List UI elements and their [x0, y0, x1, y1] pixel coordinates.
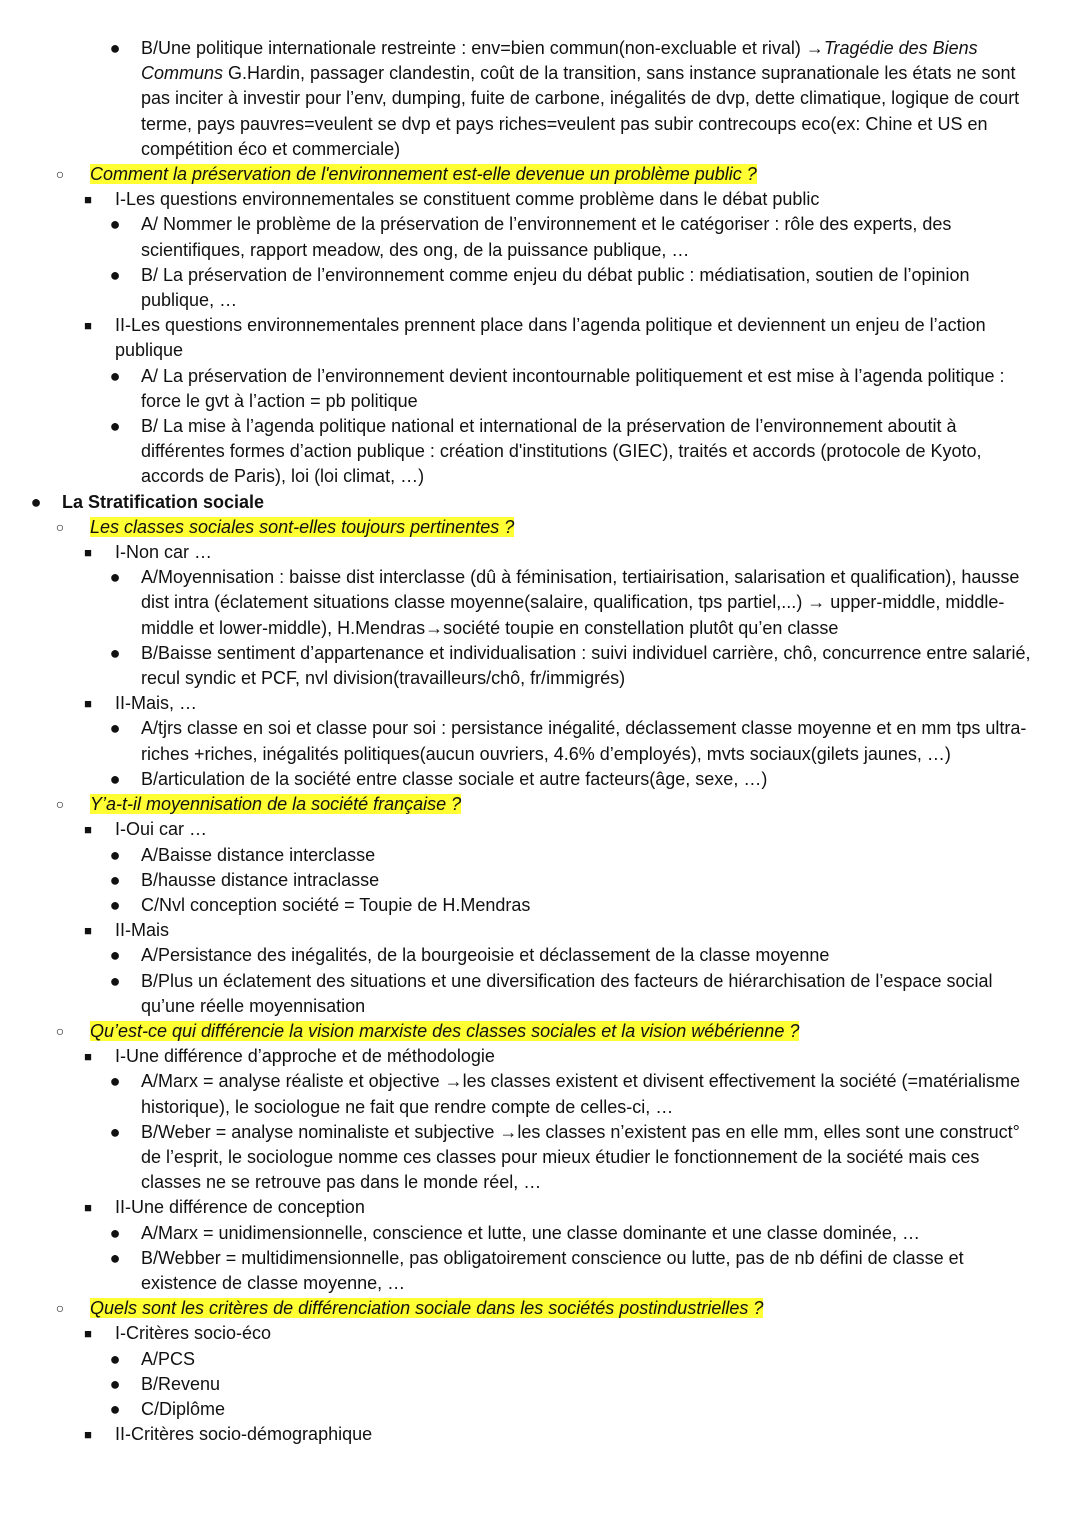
- text-run: B/Webber = multidimensionnelle, pas obligatoirement conscience ou lutte, pas de nb défini de classe et existence de classe moyenne, …: [141, 1247, 964, 1293]
- text-run: A/Marx = analyse réaliste et objective →les classes existent et divisent effectivement la société (=matérialisme historique), le sociologue ne fait que rendre compte de celles-ci, …: [141, 1071, 1021, 1117]
- subpart-item: [0, 1221, 1080, 1246]
- line-text: [90, 1296, 1040, 1321]
- subpart-item: [0, 1347, 1080, 1372]
- line-text: [141, 716, 1040, 766]
- highlighted-question: Les classes sociales sont-elles toujours pertinentes ?: [90, 516, 515, 537]
- text-run: A/Baisse distance interclasse: [141, 844, 376, 865]
- circle-bullet-icon: ○: [55, 166, 65, 183]
- line-text: [141, 1069, 1040, 1119]
- dot-bullet-icon: ●: [109, 718, 121, 739]
- dot-bullet-icon: ●: [109, 768, 121, 789]
- text-run: A/Persistance des inégalités, de la bourgeoisie et déclassement de la classe moyenne: [141, 945, 830, 966]
- dot-bullet-icon: ●: [109, 1373, 121, 1394]
- text-run: A/ Nommer le problème de la préservation de l’environnement et le catégoriser : rôle des experts, des scientifiques, rapport meadow, des ong, de la puissance publique, …: [141, 214, 952, 260]
- subpart-item: [0, 364, 1080, 414]
- subpart-item: [0, 943, 1080, 968]
- question-item: [0, 1296, 1080, 1321]
- line-text: [115, 540, 1040, 565]
- subpart-item: [0, 641, 1080, 691]
- subpart-item: [0, 716, 1080, 766]
- dot-bullet-icon: ●: [109, 1071, 121, 1092]
- part-item: [0, 817, 1080, 842]
- text-run: A/tjrs classe en soi et classe pour soi : persistance inégalité, déclassement classe moyenne et en mm tps ultra-riches +riches, inégalités politiques(aucun ouvriers, 4.6% d’employés), mvts sociaux(gilets jaunes, …): [141, 718, 1027, 764]
- highlighted-question: Qu’est-ce qui différencie la vision marxiste des classes sociales et la vision wébérienne ?: [90, 1020, 800, 1041]
- highlighted-question: Y’a-t-il moyennisation de la société française ?: [90, 794, 462, 815]
- line-text: [141, 36, 1040, 162]
- subpart-item: [0, 1397, 1080, 1422]
- part-item: [0, 1321, 1080, 1346]
- line-text: [141, 641, 1040, 691]
- subpart-item: [0, 565, 1080, 641]
- section-heading: [0, 490, 1080, 515]
- circle-bullet-icon: ○: [55, 796, 65, 813]
- subpart-item: [0, 843, 1080, 868]
- subpart-item: [0, 893, 1080, 918]
- line-text: [141, 212, 1040, 262]
- line-text: [141, 767, 1040, 792]
- highlighted-question: Comment la préservation de l'environnement est-elle devenue un problème public ?: [90, 164, 757, 185]
- text-run: B/ La mise à l’agenda politique national et international de la préservation de l’environnement aboutit à différentes formes d’action publique : création d'institutions (GIEC), traités et accords (protocole de Kyoto, accords de Paris), loi (loi climat, …): [141, 416, 982, 487]
- dot-bullet-icon: ●: [109, 945, 121, 966]
- line-text: [115, 187, 1040, 212]
- text-run: B/ La préservation de l’environnement comme enjeu du débat public : médiatisation, soutien de l’opinion publique, …: [141, 264, 970, 311]
- text-run: I-Les questions environnementales se constituent comme problème dans le débat public: [115, 189, 820, 210]
- subpart-item: [0, 1069, 1080, 1119]
- part-item: [0, 1195, 1080, 1220]
- dot-bullet-icon: ●: [109, 642, 121, 663]
- dot-bullet-icon: ●: [109, 214, 121, 235]
- text-run: I-Critères socio-éco: [115, 1323, 272, 1344]
- question-item: [0, 792, 1080, 817]
- square-bullet-icon: ■: [84, 1427, 92, 1443]
- text-run: I-Oui car …: [115, 819, 208, 840]
- circle-bullet-icon: ○: [55, 1300, 65, 1317]
- text-run: B/Une politique internationale restreinte : env=bien commun(non-excluable et rival) →: [141, 38, 824, 58]
- line-text: [115, 817, 1040, 842]
- line-text: [141, 364, 1040, 414]
- square-bullet-icon: ■: [84, 545, 92, 561]
- part-item: [0, 1044, 1080, 1069]
- line-text: [141, 1221, 1040, 1246]
- line-text: [90, 1019, 1040, 1044]
- dot-bullet-icon: ●: [109, 970, 121, 991]
- line-text: [62, 490, 1040, 515]
- line-text: [141, 1246, 1040, 1296]
- line-text: [115, 918, 1040, 943]
- text-run: I-Non car …: [115, 542, 213, 563]
- line-text: [115, 1195, 1040, 1220]
- part-item: [0, 691, 1080, 716]
- text-run: B/Plus un éclatement des situations et une diversification des facteurs de hiérarchisation de l’espace social qu’une réelle moyennisation: [141, 970, 993, 1016]
- text-run: C/Nvl conception société = Toupie de H.Mendras: [141, 894, 531, 915]
- part-item: [0, 187, 1080, 212]
- part-item: [0, 540, 1080, 565]
- dot-bullet-icon: ●: [109, 38, 121, 58]
- line-text: [141, 565, 1040, 641]
- line-text: [141, 414, 1040, 490]
- subpart-item: [0, 212, 1080, 262]
- line-text: [141, 893, 1040, 918]
- line-text: [141, 263, 1040, 313]
- line-text: [141, 1347, 1040, 1372]
- dot-bullet-icon: ●: [109, 869, 121, 890]
- subpart-item: [0, 263, 1080, 313]
- dot-bullet-icon: ●: [109, 844, 121, 865]
- section-title: La Stratification sociale: [62, 491, 265, 512]
- square-bullet-icon: ■: [84, 1326, 92, 1342]
- text-run: I-Une différence d’approche et de méthodologie: [115, 1046, 495, 1067]
- text-run: II-Les questions environnementales prennent place dans l’agenda politique et deviennent un enjeu de l’action publique: [115, 315, 986, 361]
- text-run: G.Hardin, passager clandestin, coût de la transition, sans instance supranationale les états ne sont pas inciter à investir pour l’env, dumping, fuite de carbone, inégalités de dvp, dette climatique, logique de court terme, pays pauvres=veulent se dvp et pays riches=veulent pas subir contrecoups eco(ex: Chine et US en compétition éco et commerciale): [141, 63, 1020, 159]
- square-bullet-icon: ■: [84, 1200, 92, 1216]
- line-text: [90, 515, 1040, 540]
- text-run: A/Moyennisation : baisse dist interclasse (dû à féminisation, tertiairisation, salarisation et qualification), hausse dist intra (éclatement situations classe moyenne(salaire, qualification, tps partiel,...) → upper-middle, middle-middle et lower-middle), H.Mendras→société toupie en constellation plutôt qu’en classe: [141, 567, 1020, 638]
- square-bullet-icon: ■: [84, 923, 92, 939]
- text-run: B/hausse distance intraclasse: [141, 869, 380, 890]
- square-bullet-icon: ■: [84, 822, 92, 838]
- part-item: [0, 1422, 1080, 1447]
- subpart-item: [0, 767, 1080, 792]
- dot-bullet-icon: ●: [109, 1348, 121, 1369]
- question-item: [0, 515, 1080, 540]
- line-text: [115, 1321, 1040, 1346]
- text-run: B/Revenu: [141, 1373, 221, 1394]
- question-item: [0, 1019, 1080, 1044]
- line-text: [141, 969, 1040, 1019]
- square-bullet-icon: ■: [84, 1049, 92, 1065]
- text-run: C/Diplôme: [141, 1398, 226, 1419]
- text-run: B/Baisse sentiment d’appartenance et individualisation : suivi individuel carrière, chô, concurrence entre salarié, recul syndic et PCF, nvl division(travailleurs/chô, fr/immigrés): [141, 642, 1031, 689]
- subpart-item: [0, 1372, 1080, 1397]
- part-item: [0, 918, 1080, 943]
- dot-bullet-icon: ●: [109, 264, 121, 285]
- line-text: [115, 691, 1040, 716]
- line-text: [141, 868, 1040, 893]
- dot-bullet-icon: ●: [109, 1121, 121, 1142]
- line-text: [141, 1372, 1040, 1397]
- text-run: A/Marx = unidimensionnelle, conscience et lutte, une classe dominante et une classe dominée, …: [141, 1222, 920, 1243]
- line-text: [141, 943, 1040, 968]
- line-text: [141, 1120, 1040, 1196]
- dot-bullet-icon: ●: [109, 416, 121, 437]
- subpart-item: [0, 1120, 1080, 1196]
- square-bullet-icon: ■: [84, 696, 92, 712]
- line-text: [141, 843, 1040, 868]
- line-text: [115, 1044, 1040, 1069]
- text-run: A/PCS: [141, 1348, 196, 1369]
- dot-bullet-icon: ●: [109, 1222, 121, 1243]
- circle-bullet-icon: ○: [55, 1022, 65, 1039]
- text-run: II-Une différence de conception: [115, 1197, 365, 1218]
- highlighted-question: Quels sont les critères de différenciation sociale dans les sociétés postindustrielles ?: [90, 1298, 764, 1319]
- part-item: [0, 313, 1080, 363]
- square-bullet-icon: ■: [84, 192, 92, 208]
- line-text: [141, 1397, 1040, 1422]
- subpart-item: [0, 36, 1080, 162]
- line-text: [115, 313, 1040, 363]
- subpart-item: [0, 1246, 1080, 1296]
- dot-bullet-icon: ●: [109, 567, 121, 588]
- line-text: [90, 792, 1040, 817]
- subpart-item: [0, 868, 1080, 893]
- text-run: B/Weber = analyse nominaliste et subjective →les classes n’existent pas en elle mm, elles sont une construct° de l’esprit, le sociologue nomme ces classes pour mieux étudier le fonctionnement de la société mais ces classes ne se retrouve pas dans le monde réel, …: [141, 1121, 1020, 1193]
- text-run: II-Mais, …: [115, 693, 198, 714]
- text-run: B/articulation de la société entre classe sociale et autre facteurs(âge, sexe, …): [141, 768, 768, 789]
- dot-bullet-icon: ●: [109, 1398, 121, 1419]
- text-run: A/ La préservation de l’environnement devient incontournable politiquement et est mise à l’agenda politique : force le gvt à l’action = pb politique: [141, 365, 1005, 411]
- line-text: [90, 162, 1040, 187]
- circle-bullet-icon: ○: [55, 518, 65, 535]
- dot-bullet-icon: ●: [109, 365, 121, 386]
- line-text: [115, 1422, 1040, 1447]
- section-bullet-icon: ●: [30, 491, 42, 512]
- question-item: [0, 162, 1080, 187]
- square-bullet-icon: ■: [84, 318, 92, 334]
- subpart-item: [0, 969, 1080, 1019]
- dot-bullet-icon: ●: [109, 894, 121, 915]
- text-run: II-Mais: [115, 920, 169, 941]
- text-run: Tragédie des Biens Communs: [141, 38, 978, 84]
- text-run: II-Critères socio-démographique: [115, 1424, 373, 1445]
- subpart-item: [0, 414, 1080, 490]
- dot-bullet-icon: ●: [109, 1247, 121, 1268]
